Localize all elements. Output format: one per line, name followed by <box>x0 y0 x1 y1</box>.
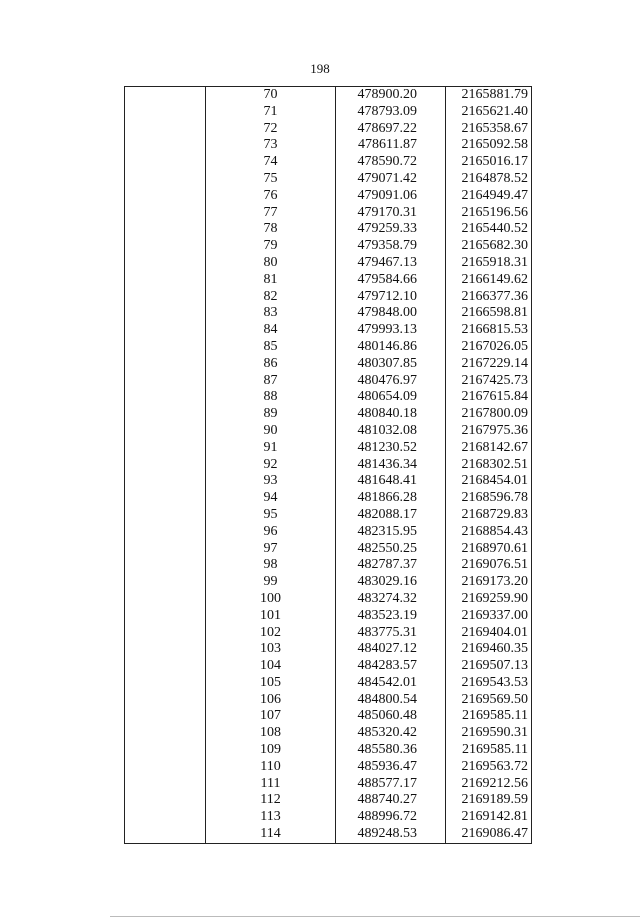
x-coordinate-cell: 480146.86 <box>336 339 446 356</box>
y-coordinate-cell: 2169142.81 <box>446 809 532 826</box>
empty-cell <box>125 658 206 675</box>
x-coordinate-cell: 479712.10 <box>336 289 446 306</box>
point-number-cell: 111 <box>206 776 336 793</box>
empty-cell <box>125 759 206 776</box>
point-number-cell: 77 <box>206 205 336 222</box>
table-row <box>125 339 532 356</box>
y-coordinate-cell: 2169212.56 <box>446 776 532 793</box>
x-coordinate-cell: 478793.09 <box>336 104 446 121</box>
empty-cell <box>125 137 206 154</box>
point-number-cell: 98 <box>206 557 336 574</box>
empty-cell <box>125 608 206 625</box>
empty-cell <box>125 792 206 809</box>
y-coordinate-cell: 2167026.05 <box>446 339 532 356</box>
empty-cell <box>125 708 206 725</box>
empty-cell <box>125 238 206 255</box>
table-row <box>125 826 532 843</box>
y-coordinate-cell: 2169173.20 <box>446 574 532 591</box>
x-coordinate-cell: 485060.48 <box>336 708 446 725</box>
x-coordinate-cell: 482315.95 <box>336 524 446 541</box>
x-coordinate-cell: 479993.13 <box>336 322 446 339</box>
table-row <box>125 742 532 759</box>
empty-cell <box>125 339 206 356</box>
point-number-cell: 104 <box>206 658 336 675</box>
coordinates-table <box>124 86 532 844</box>
table-row <box>125 608 532 625</box>
y-coordinate-cell: 2166149.62 <box>446 272 532 289</box>
y-coordinate-cell: 2169076.51 <box>446 557 532 574</box>
empty-cell <box>125 826 206 843</box>
table-row <box>125 171 532 188</box>
empty-cell <box>125 591 206 608</box>
point-number-cell: 114 <box>206 826 336 843</box>
x-coordinate-cell: 479259.33 <box>336 221 446 238</box>
y-coordinate-cell: 2165358.67 <box>446 121 532 138</box>
table-row <box>125 305 532 322</box>
y-coordinate-cell: 2169404.01 <box>446 625 532 642</box>
coordinates-table-body <box>125 87 532 844</box>
table-row <box>125 625 532 642</box>
x-coordinate-cell: 485580.36 <box>336 742 446 759</box>
point-number-cell: 74 <box>206 154 336 171</box>
empty-cell <box>125 188 206 205</box>
x-coordinate-cell: 480307.85 <box>336 356 446 373</box>
table-row <box>125 423 532 440</box>
point-number-cell: 81 <box>206 272 336 289</box>
y-coordinate-cell: 2169585.11 <box>446 742 532 759</box>
y-coordinate-cell: 2169259.90 <box>446 591 532 608</box>
table-row <box>125 154 532 171</box>
point-number-cell: 72 <box>206 121 336 138</box>
point-number-cell: 80 <box>206 255 336 272</box>
page-number: 198 <box>310 61 330 76</box>
empty-cell <box>125 221 206 238</box>
point-number-cell: 86 <box>206 356 336 373</box>
y-coordinate-cell: 2165440.52 <box>446 221 532 238</box>
y-coordinate-cell: 2165881.79 <box>446 87 532 104</box>
empty-cell <box>125 809 206 826</box>
x-coordinate-cell: 482787.37 <box>336 557 446 574</box>
y-coordinate-cell: 2169460.35 <box>446 641 532 658</box>
empty-cell <box>125 272 206 289</box>
x-coordinate-cell: 480476.97 <box>336 373 446 390</box>
empty-cell <box>125 725 206 742</box>
y-coordinate-cell: 2168970.61 <box>446 541 532 558</box>
table-row <box>125 725 532 742</box>
y-coordinate-cell: 2164949.47 <box>446 188 532 205</box>
empty-cell <box>125 457 206 474</box>
y-coordinate-cell: 2169189.59 <box>446 792 532 809</box>
x-coordinate-cell: 479091.06 <box>336 188 446 205</box>
table-row <box>125 692 532 709</box>
point-number-cell: 110 <box>206 759 336 776</box>
point-number-cell: 102 <box>206 625 336 642</box>
empty-cell <box>125 389 206 406</box>
y-coordinate-cell: 2165092.58 <box>446 137 532 154</box>
x-coordinate-cell: 488996.72 <box>336 809 446 826</box>
y-coordinate-cell: 2165196.56 <box>446 205 532 222</box>
y-coordinate-cell: 2164878.52 <box>446 171 532 188</box>
x-coordinate-cell: 479358.79 <box>336 238 446 255</box>
y-coordinate-cell: 2168302.51 <box>446 457 532 474</box>
table-row <box>125 389 532 406</box>
table-row <box>125 591 532 608</box>
point-number-cell: 100 <box>206 591 336 608</box>
empty-cell <box>125 255 206 272</box>
y-coordinate-cell: 2165918.31 <box>446 255 532 272</box>
empty-cell <box>125 524 206 541</box>
empty-cell <box>125 490 206 507</box>
empty-cell <box>125 305 206 322</box>
y-coordinate-cell: 2167975.36 <box>446 423 532 440</box>
x-coordinate-cell: 489248.53 <box>336 826 446 843</box>
table-row <box>125 524 532 541</box>
y-coordinate-cell: 2168854.43 <box>446 524 532 541</box>
empty-cell <box>125 675 206 692</box>
empty-cell <box>125 406 206 423</box>
y-coordinate-cell: 2167425.73 <box>446 373 532 390</box>
y-coordinate-cell: 2167229.14 <box>446 356 532 373</box>
table-row <box>125 121 532 138</box>
table-row <box>125 440 532 457</box>
x-coordinate-cell: 481866.28 <box>336 490 446 507</box>
table-row <box>125 255 532 272</box>
y-coordinate-cell: 2169086.47 <box>446 826 532 843</box>
empty-cell <box>125 154 206 171</box>
table-row <box>125 641 532 658</box>
table-row <box>125 574 532 591</box>
y-coordinate-cell: 2167800.09 <box>446 406 532 423</box>
x-coordinate-cell: 484283.57 <box>336 658 446 675</box>
point-number-cell: 78 <box>206 221 336 238</box>
point-number-cell: 92 <box>206 457 336 474</box>
point-number-cell: 73 <box>206 137 336 154</box>
point-number-cell: 71 <box>206 104 336 121</box>
x-coordinate-cell: 481230.52 <box>336 440 446 457</box>
empty-cell <box>125 625 206 642</box>
y-coordinate-cell: 2168729.83 <box>446 507 532 524</box>
x-coordinate-cell: 485320.42 <box>336 725 446 742</box>
empty-cell <box>125 205 206 222</box>
point-number-cell: 108 <box>206 725 336 742</box>
empty-cell <box>125 557 206 574</box>
x-coordinate-cell: 482088.17 <box>336 507 446 524</box>
y-coordinate-cell: 2168596.78 <box>446 490 532 507</box>
point-number-cell: 91 <box>206 440 336 457</box>
y-coordinate-cell: 2168142.67 <box>446 440 532 457</box>
x-coordinate-cell: 478900.20 <box>336 87 446 104</box>
table-row <box>125 759 532 776</box>
y-coordinate-cell: 2169337.00 <box>446 608 532 625</box>
y-coordinate-cell: 2166377.36 <box>446 289 532 306</box>
empty-cell <box>125 473 206 490</box>
point-number-cell: 112 <box>206 792 336 809</box>
y-coordinate-cell: 2169507.13 <box>446 658 532 675</box>
point-number-cell: 93 <box>206 473 336 490</box>
empty-cell <box>125 289 206 306</box>
empty-cell <box>125 356 206 373</box>
x-coordinate-cell: 479071.42 <box>336 171 446 188</box>
y-coordinate-cell: 2165682.30 <box>446 238 532 255</box>
point-number-cell: 113 <box>206 809 336 826</box>
x-coordinate-cell: 481648.41 <box>336 473 446 490</box>
table-row <box>125 221 532 238</box>
x-coordinate-cell: 478697.22 <box>336 121 446 138</box>
x-coordinate-cell: 488740.27 <box>336 792 446 809</box>
empty-cell <box>125 171 206 188</box>
point-number-cell: 90 <box>206 423 336 440</box>
empty-cell <box>125 776 206 793</box>
y-coordinate-cell: 2165621.40 <box>446 104 532 121</box>
y-coordinate-cell: 2165016.17 <box>446 154 532 171</box>
empty-cell <box>125 641 206 658</box>
table-row <box>125 473 532 490</box>
empty-cell <box>125 574 206 591</box>
y-coordinate-cell: 2169585.11 <box>446 708 532 725</box>
table-row <box>125 289 532 306</box>
point-number-cell: 85 <box>206 339 336 356</box>
point-number-cell: 94 <box>206 490 336 507</box>
table-row <box>125 490 532 507</box>
point-number-cell: 88 <box>206 389 336 406</box>
table-row <box>125 675 532 692</box>
x-coordinate-cell: 479467.13 <box>336 255 446 272</box>
table-row <box>125 188 532 205</box>
table-row <box>125 809 532 826</box>
y-coordinate-cell: 2166598.81 <box>446 305 532 322</box>
y-coordinate-cell: 2166815.53 <box>446 322 532 339</box>
table-row <box>125 708 532 725</box>
point-number-cell: 107 <box>206 708 336 725</box>
table-row <box>125 373 532 390</box>
x-coordinate-cell: 483523.19 <box>336 608 446 625</box>
point-number-cell: 87 <box>206 373 336 390</box>
empty-cell <box>125 373 206 390</box>
x-coordinate-cell: 481032.08 <box>336 423 446 440</box>
x-coordinate-cell: 478590.72 <box>336 154 446 171</box>
point-number-cell: 95 <box>206 507 336 524</box>
y-coordinate-cell: 2169563.72 <box>446 759 532 776</box>
page-bottom-edge <box>110 916 640 917</box>
point-number-cell: 103 <box>206 641 336 658</box>
point-number-cell: 84 <box>206 322 336 339</box>
x-coordinate-cell: 481436.34 <box>336 457 446 474</box>
empty-cell <box>125 440 206 457</box>
y-coordinate-cell: 2168454.01 <box>446 473 532 490</box>
x-coordinate-cell: 484800.54 <box>336 692 446 709</box>
x-coordinate-cell: 479170.31 <box>336 205 446 222</box>
point-number-cell: 76 <box>206 188 336 205</box>
table-row <box>125 792 532 809</box>
y-coordinate-cell: 2169543.53 <box>446 675 532 692</box>
point-number-cell: 96 <box>206 524 336 541</box>
x-coordinate-cell: 480654.09 <box>336 389 446 406</box>
empty-cell <box>125 423 206 440</box>
point-number-cell: 89 <box>206 406 336 423</box>
y-coordinate-cell: 2169569.50 <box>446 692 532 709</box>
empty-cell <box>125 121 206 138</box>
point-number-cell: 82 <box>206 289 336 306</box>
point-number-cell: 101 <box>206 608 336 625</box>
point-number-cell: 109 <box>206 742 336 759</box>
x-coordinate-cell: 485936.47 <box>336 759 446 776</box>
point-number-cell: 79 <box>206 238 336 255</box>
table-row <box>125 104 532 121</box>
table-row <box>125 406 532 423</box>
x-coordinate-cell: 479848.00 <box>336 305 446 322</box>
table-row <box>125 557 532 574</box>
x-coordinate-cell: 479584.66 <box>336 272 446 289</box>
empty-cell <box>125 541 206 558</box>
point-number-cell: 106 <box>206 692 336 709</box>
x-coordinate-cell: 488577.17 <box>336 776 446 793</box>
x-coordinate-cell: 483029.16 <box>336 574 446 591</box>
table-row <box>125 205 532 222</box>
table-row <box>125 507 532 524</box>
empty-cell <box>125 87 206 104</box>
table-row <box>125 541 532 558</box>
y-coordinate-cell: 2169590.31 <box>446 725 532 742</box>
x-coordinate-cell: 478611.87 <box>336 137 446 154</box>
table-row <box>125 322 532 339</box>
table-row <box>125 272 532 289</box>
empty-cell <box>125 692 206 709</box>
x-coordinate-cell: 483274.32 <box>336 591 446 608</box>
table-row <box>125 776 532 793</box>
table-row <box>125 356 532 373</box>
x-coordinate-cell: 483775.31 <box>336 625 446 642</box>
empty-cell <box>125 104 206 121</box>
x-coordinate-cell: 484542.01 <box>336 675 446 692</box>
empty-cell <box>125 322 206 339</box>
point-number-cell: 99 <box>206 574 336 591</box>
table-row <box>125 658 532 675</box>
point-number-cell: 75 <box>206 171 336 188</box>
empty-cell <box>125 742 206 759</box>
x-coordinate-cell: 484027.12 <box>336 641 446 658</box>
table-row <box>125 457 532 474</box>
point-number-cell: 105 <box>206 675 336 692</box>
point-number-cell: 97 <box>206 541 336 558</box>
y-coordinate-cell: 2167615.84 <box>446 389 532 406</box>
empty-cell <box>125 507 206 524</box>
table-row <box>125 137 532 154</box>
table-row <box>125 238 532 255</box>
x-coordinate-cell: 480840.18 <box>336 406 446 423</box>
table-row <box>125 87 532 104</box>
point-number-cell: 83 <box>206 305 336 322</box>
x-coordinate-cell: 482550.25 <box>336 541 446 558</box>
point-number-cell: 70 <box>206 87 336 104</box>
